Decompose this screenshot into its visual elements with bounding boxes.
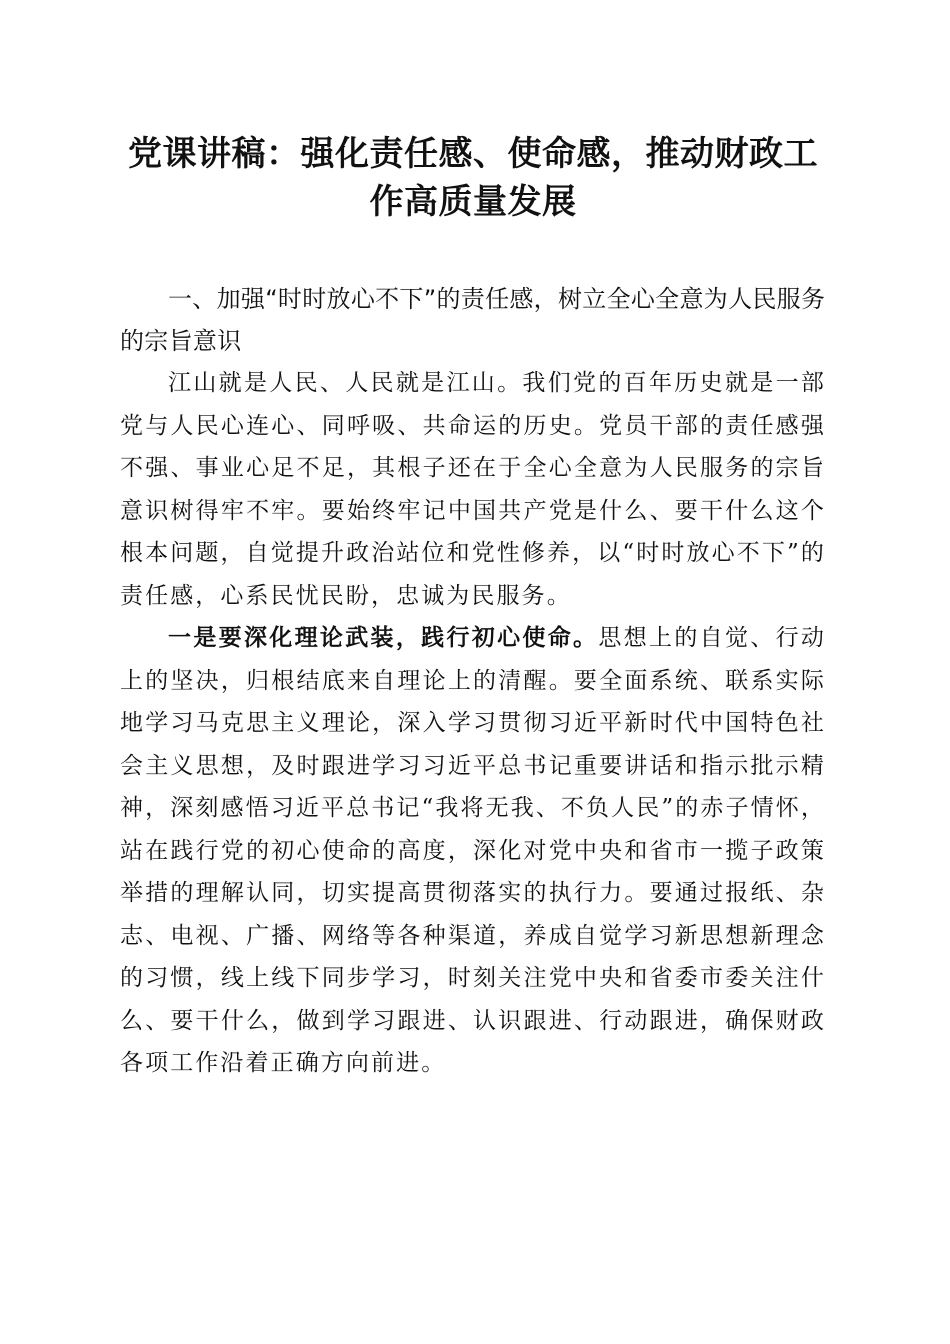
title-line-1: 党课讲稿：强化责任感、使命感，推动财政工 bbox=[128, 134, 818, 174]
title-line-2: 作高质量发展 bbox=[369, 182, 577, 222]
document-title bbox=[120, 130, 826, 226]
paragraph-2-body: 思想上的自觉、行动上的坚决，归根结底来自理论上的清醒。要全面系统、联系实际地学习马克思主义理论，深入学习贯彻习近平新时代中国特色社会主义思想，及时跟进学习习近平总书记重要讲话和指示批示精神，深刻感悟习近平总书记“我将无我、不负人民”的赤子情怀，站在践行党的初心使命的高度，深化对党中央和省市一揽子政策举措的理解认同，切实提高贯彻落实的执行力。要通过报纸、杂志、电视、广播、网络等各种渠道，养成自觉学习新思想新理念的习惯，线上线下同步学习，时刻关注党中央和省委市委关注什么、要干什么，做到学习跟进、认识跟进、行动跟进，确保财政各项工作沿着正确方向前进。 bbox=[120, 625, 826, 1076]
paragraph-2-lead: 一是要深化理论武装，践行初心使命。 bbox=[168, 624, 599, 651]
section-heading-1: 一、加强“时时放心不下”的责任感，树立全心全意为人民服务的宗旨意识 bbox=[120, 285, 826, 355]
body-paragraph-1: 江山就是人民、人民就是江山。我们党的百年历史就是一部党与人民心连心、同呼吸、共命运的历史。党员干部的责任感强不强、事业心足不足，其根子还在于全心全意为人民服务的宗旨意识树得牢不牢。要始终牢记中国共产党是什么、要干什么这个根本问题，自觉提升政治站位和党性修养，以“时时放心不下”的责任感，心系民忧民盼，忠诚为民服务。 bbox=[120, 370, 826, 609]
document-page bbox=[120, 130, 826, 1085]
body-paragraph-2 bbox=[120, 617, 826, 1085]
